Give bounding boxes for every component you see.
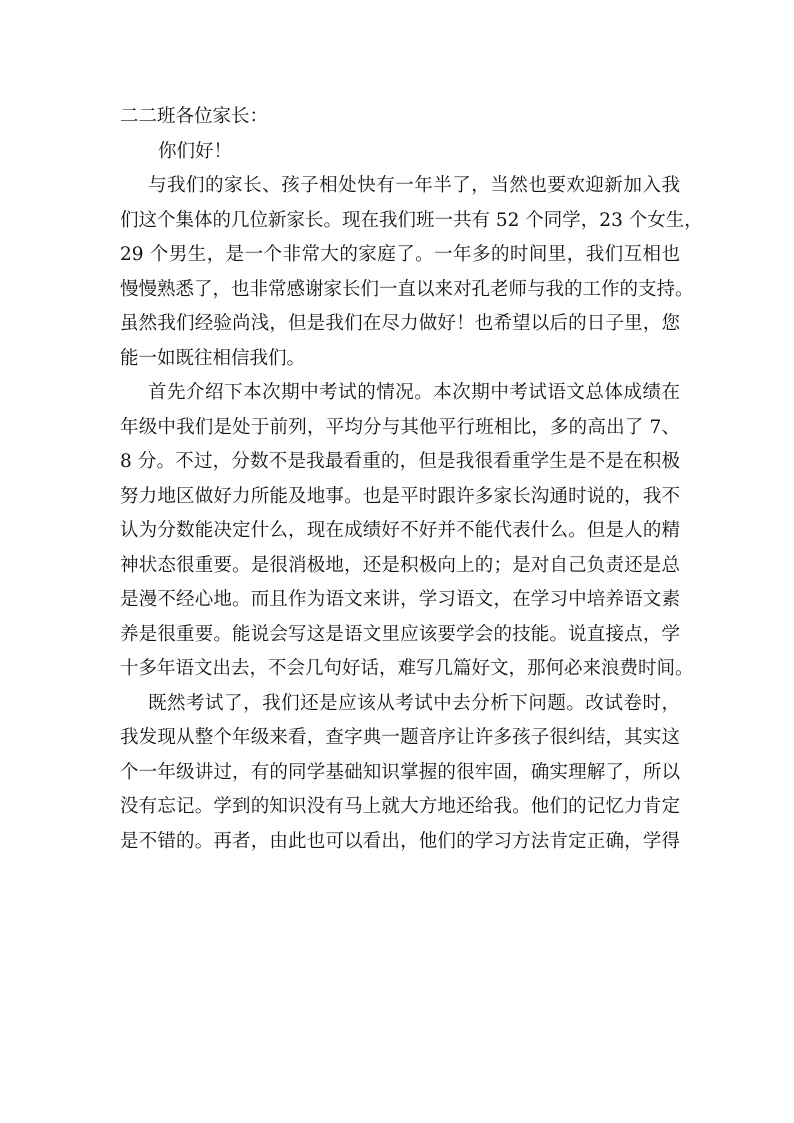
paragraph-line: 29 个男生，是一个非常大的家庭了。一年多的时间里，我们互相也 <box>120 244 680 265</box>
paragraph-line: 认为分数能决定什么，现在成绩好不好并不能代表什么。但是人的精 <box>120 520 680 541</box>
paragraph-line: 与我们的家长、孩子相处快有一年半了，当然也要欢迎新加入我 <box>148 175 680 196</box>
paragraph-line: 能一如既往相信我们。 <box>120 347 306 369</box>
paragraph-3 <box>120 687 680 860</box>
paragraph-line: 年级中我们是处于前列，平均分与其他平行班相比，多的高出了 7、 <box>120 416 680 438</box>
paragraph-line: 养是很重要。能说会写这是语文里应该要学会的技能。说直接点，学 <box>120 623 680 645</box>
letter-body <box>120 100 703 859</box>
paragraph-line: 虽然我们经验尚浅，但是我们在尽力做好！也希望以后的日子里，您 <box>120 313 680 334</box>
paragraph-line: 没有忘记。学到的知识没有马上就大方地还给我。他们的记忆力肯定 <box>120 796 680 817</box>
paragraph-line: 8 分。不过，分数不是我最看重的，但是我很看重学生是不是在积极 <box>120 451 680 472</box>
paragraph-line: 个一年级讲过，有的同学基础知识掌握的很牢固，确实理解了，所以 <box>120 761 680 783</box>
paragraph-line: 们这个集体的几位新家长。现在我们班一共有 52 个同学，23 个女生， <box>120 209 703 231</box>
paragraph-line: 是漫不经心地。而且作为语文来讲，学习语文，在学习中培养语文素 <box>120 589 680 610</box>
paragraph-1 <box>120 169 703 376</box>
paragraph-line: 慢慢熟悉了，也非常感谢家长们一直以来对孔老师与我的工作的支持。 <box>120 278 694 300</box>
paragraph-line: 我发现从整个年级来看，查字典一题音序让许多孩子很纠结，其实这 <box>120 727 680 748</box>
paragraph-line: 首先介绍下本次期中考试的情况。本次期中考试语文总体成绩在 <box>148 382 680 403</box>
paragraph-2 <box>120 376 694 687</box>
paragraph-line: 十多年语文出去，不会几句好话，难写几篇好文，那何必来浪费时间。 <box>120 658 694 679</box>
letter-salutation: 二二班各位家长： <box>120 106 269 127</box>
paragraph-line: 是不错的。再者，由此也可以看出，他们的学习方法肯定正确，学得 <box>120 830 680 852</box>
paragraph-line: 努力地区做好力所能及地事。也是平时跟许多家长沟通时说的，我不 <box>120 485 680 507</box>
paragraph-line: 神状态很重要。是很消极地，还是积极向上的；是对自己负责还是总 <box>120 554 680 576</box>
paragraph-line: 既然考试了，我们还是应该从考试中去分析下问题。改试卷时， <box>148 692 680 714</box>
letter-greeting: 你们好！ <box>158 140 233 162</box>
